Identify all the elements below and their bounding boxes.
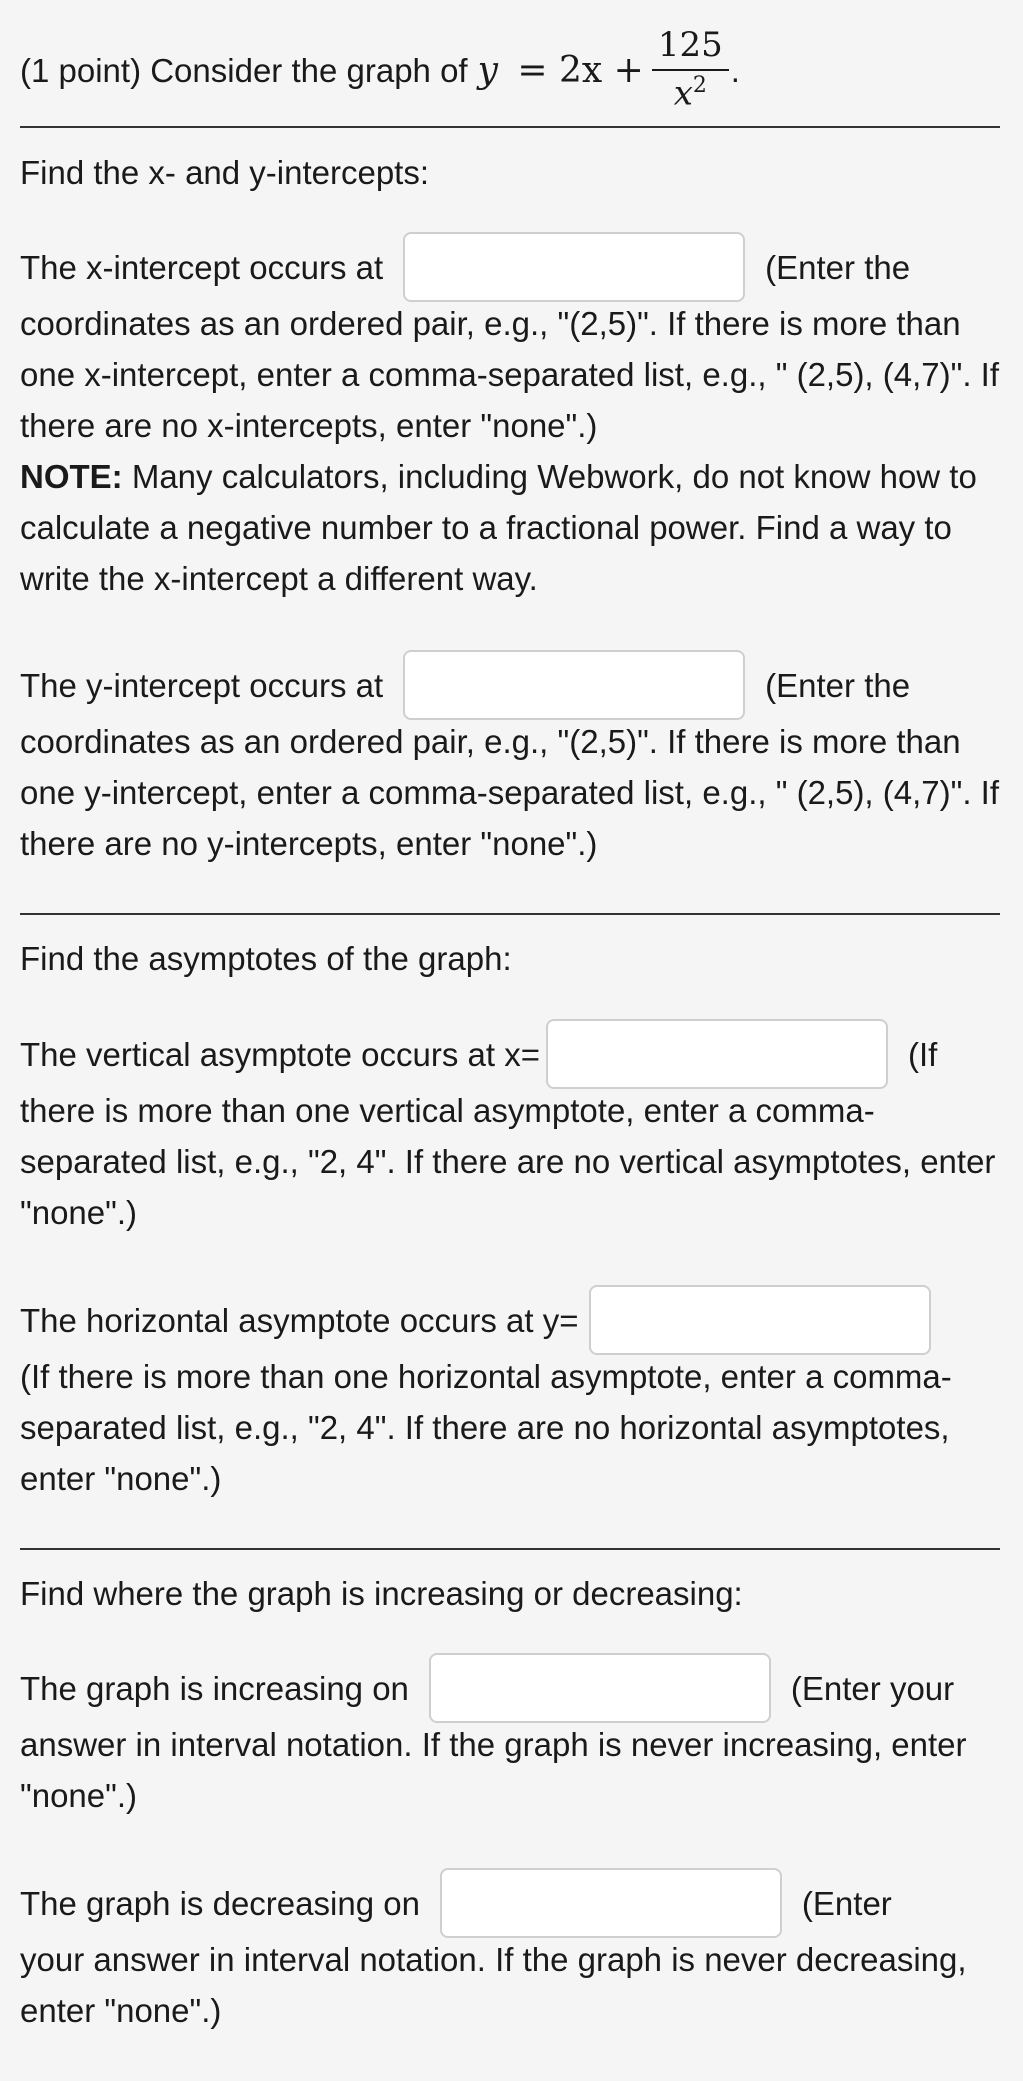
monotonic-heading: Find where the graph is increasing or decreasing: [20, 1575, 743, 1612]
increasing-hint-start: (Enter your [790, 1669, 955, 1707]
x-intercept-label: The x-intercept occurs at [20, 248, 384, 286]
horizontal-asymptote-block [20, 1283, 1005, 1504]
vertical-asymptote-input[interactable] [546, 1019, 888, 1089]
vertical-asymptote-label: The vertical asymptote occurs at x= [20, 1035, 540, 1073]
decreasing-hint-start: (Enter [801, 1884, 892, 1922]
increasing-hint: answer in interval notation. If the graph is never increasing, enter "none".) [20, 1726, 967, 1814]
divider [20, 913, 1000, 915]
increasing-row [20, 1651, 1005, 1725]
vertical-asymptote-row [20, 1017, 1005, 1091]
y-intercept-input[interactable] [403, 650, 745, 720]
fraction-numerator: 125 [652, 27, 729, 70]
vertical-asymptote-hint-start: (If [907, 1035, 938, 1073]
x-intercept-input[interactable] [403, 232, 745, 302]
y-intercept-hint: coordinates as an ordered pair, e.g., "(2,5)". If there is more than one y-intercept, enter a comma-separated list, e.g., " (2,5), (4,7)". If there are no y-intercepts, enter "none".) [20, 723, 1000, 862]
x-intercept-row [20, 230, 1005, 304]
fraction [652, 27, 729, 114]
denominator-variable: x [673, 72, 693, 113]
decreasing-block [20, 1866, 1005, 2036]
vertical-asymptote-block [20, 1017, 1005, 1238]
equation-lhs: y [477, 50, 498, 91]
y-intercept-hint-start: (Enter the [765, 666, 911, 704]
decreasing-label: The graph is decreasing on [20, 1884, 420, 1922]
decreasing-input[interactable] [440, 1868, 782, 1938]
note-label: NOTE: [20, 458, 123, 495]
end-punctuation: . [730, 51, 740, 89]
note-text: Many calculators, including Webwork, do not know how to calculate a negative number to a fractional power. Find a way to write the x-intercept a different way. [20, 458, 977, 597]
asymptotes-heading: Find the asymptotes of the graph: [20, 940, 512, 977]
horizontal-asymptote-hint: (If there is more than one horizontal asymptote, enter a comma-separated list, e.g., "2, 4". If there are no horizontal asymptotes, enter "none".) [20, 1358, 952, 1497]
problem-statement [20, 18, 740, 123]
y-intercept-label: The y-intercept occurs at [20, 666, 384, 704]
increasing-label: The graph is increasing on [20, 1669, 409, 1707]
divider [20, 126, 1000, 128]
equation [478, 50, 644, 91]
y-intercept-block [20, 648, 1005, 869]
horizontal-asymptote-label: The horizontal asymptote occurs at y= [20, 1301, 579, 1339]
note [20, 451, 1005, 604]
horizontal-asymptote-row [20, 1283, 1005, 1357]
decreasing-row [20, 1866, 1005, 1940]
x-intercept-hint-start: (Enter the [765, 248, 911, 286]
denominator-exponent: 2 [692, 72, 707, 98]
y-intercept-row [20, 648, 1005, 722]
equation-operator: = 2x + [517, 50, 644, 91]
x-intercept-hint: coordinates as an ordered pair, e.g., "(2,5)". If there is more than one x-intercept, enter a comma-separated list, e.g., " (2,5), (4,7)". If there are no x-intercepts, enter "none".) [20, 305, 1000, 444]
horizontal-asymptote-input[interactable] [589, 1285, 931, 1355]
intercepts-heading: Find the x- and y-intercepts: [20, 154, 430, 191]
divider [20, 1548, 1000, 1550]
fraction-denominator [674, 71, 707, 114]
problem-intro: (1 point) Consider the graph of [20, 51, 468, 89]
vertical-asymptote-hint: there is more than one vertical asymptote, enter a comma-separated list, e.g., "2, 4". If there are no vertical asymptotes, enter "none".) [20, 1092, 996, 1231]
decreasing-hint: your answer in interval notation. If the graph is never decreasing, enter "none".) [20, 1941, 967, 2029]
increasing-input[interactable] [429, 1653, 771, 1723]
x-intercept-block [20, 230, 1005, 604]
increasing-block [20, 1651, 1005, 1821]
